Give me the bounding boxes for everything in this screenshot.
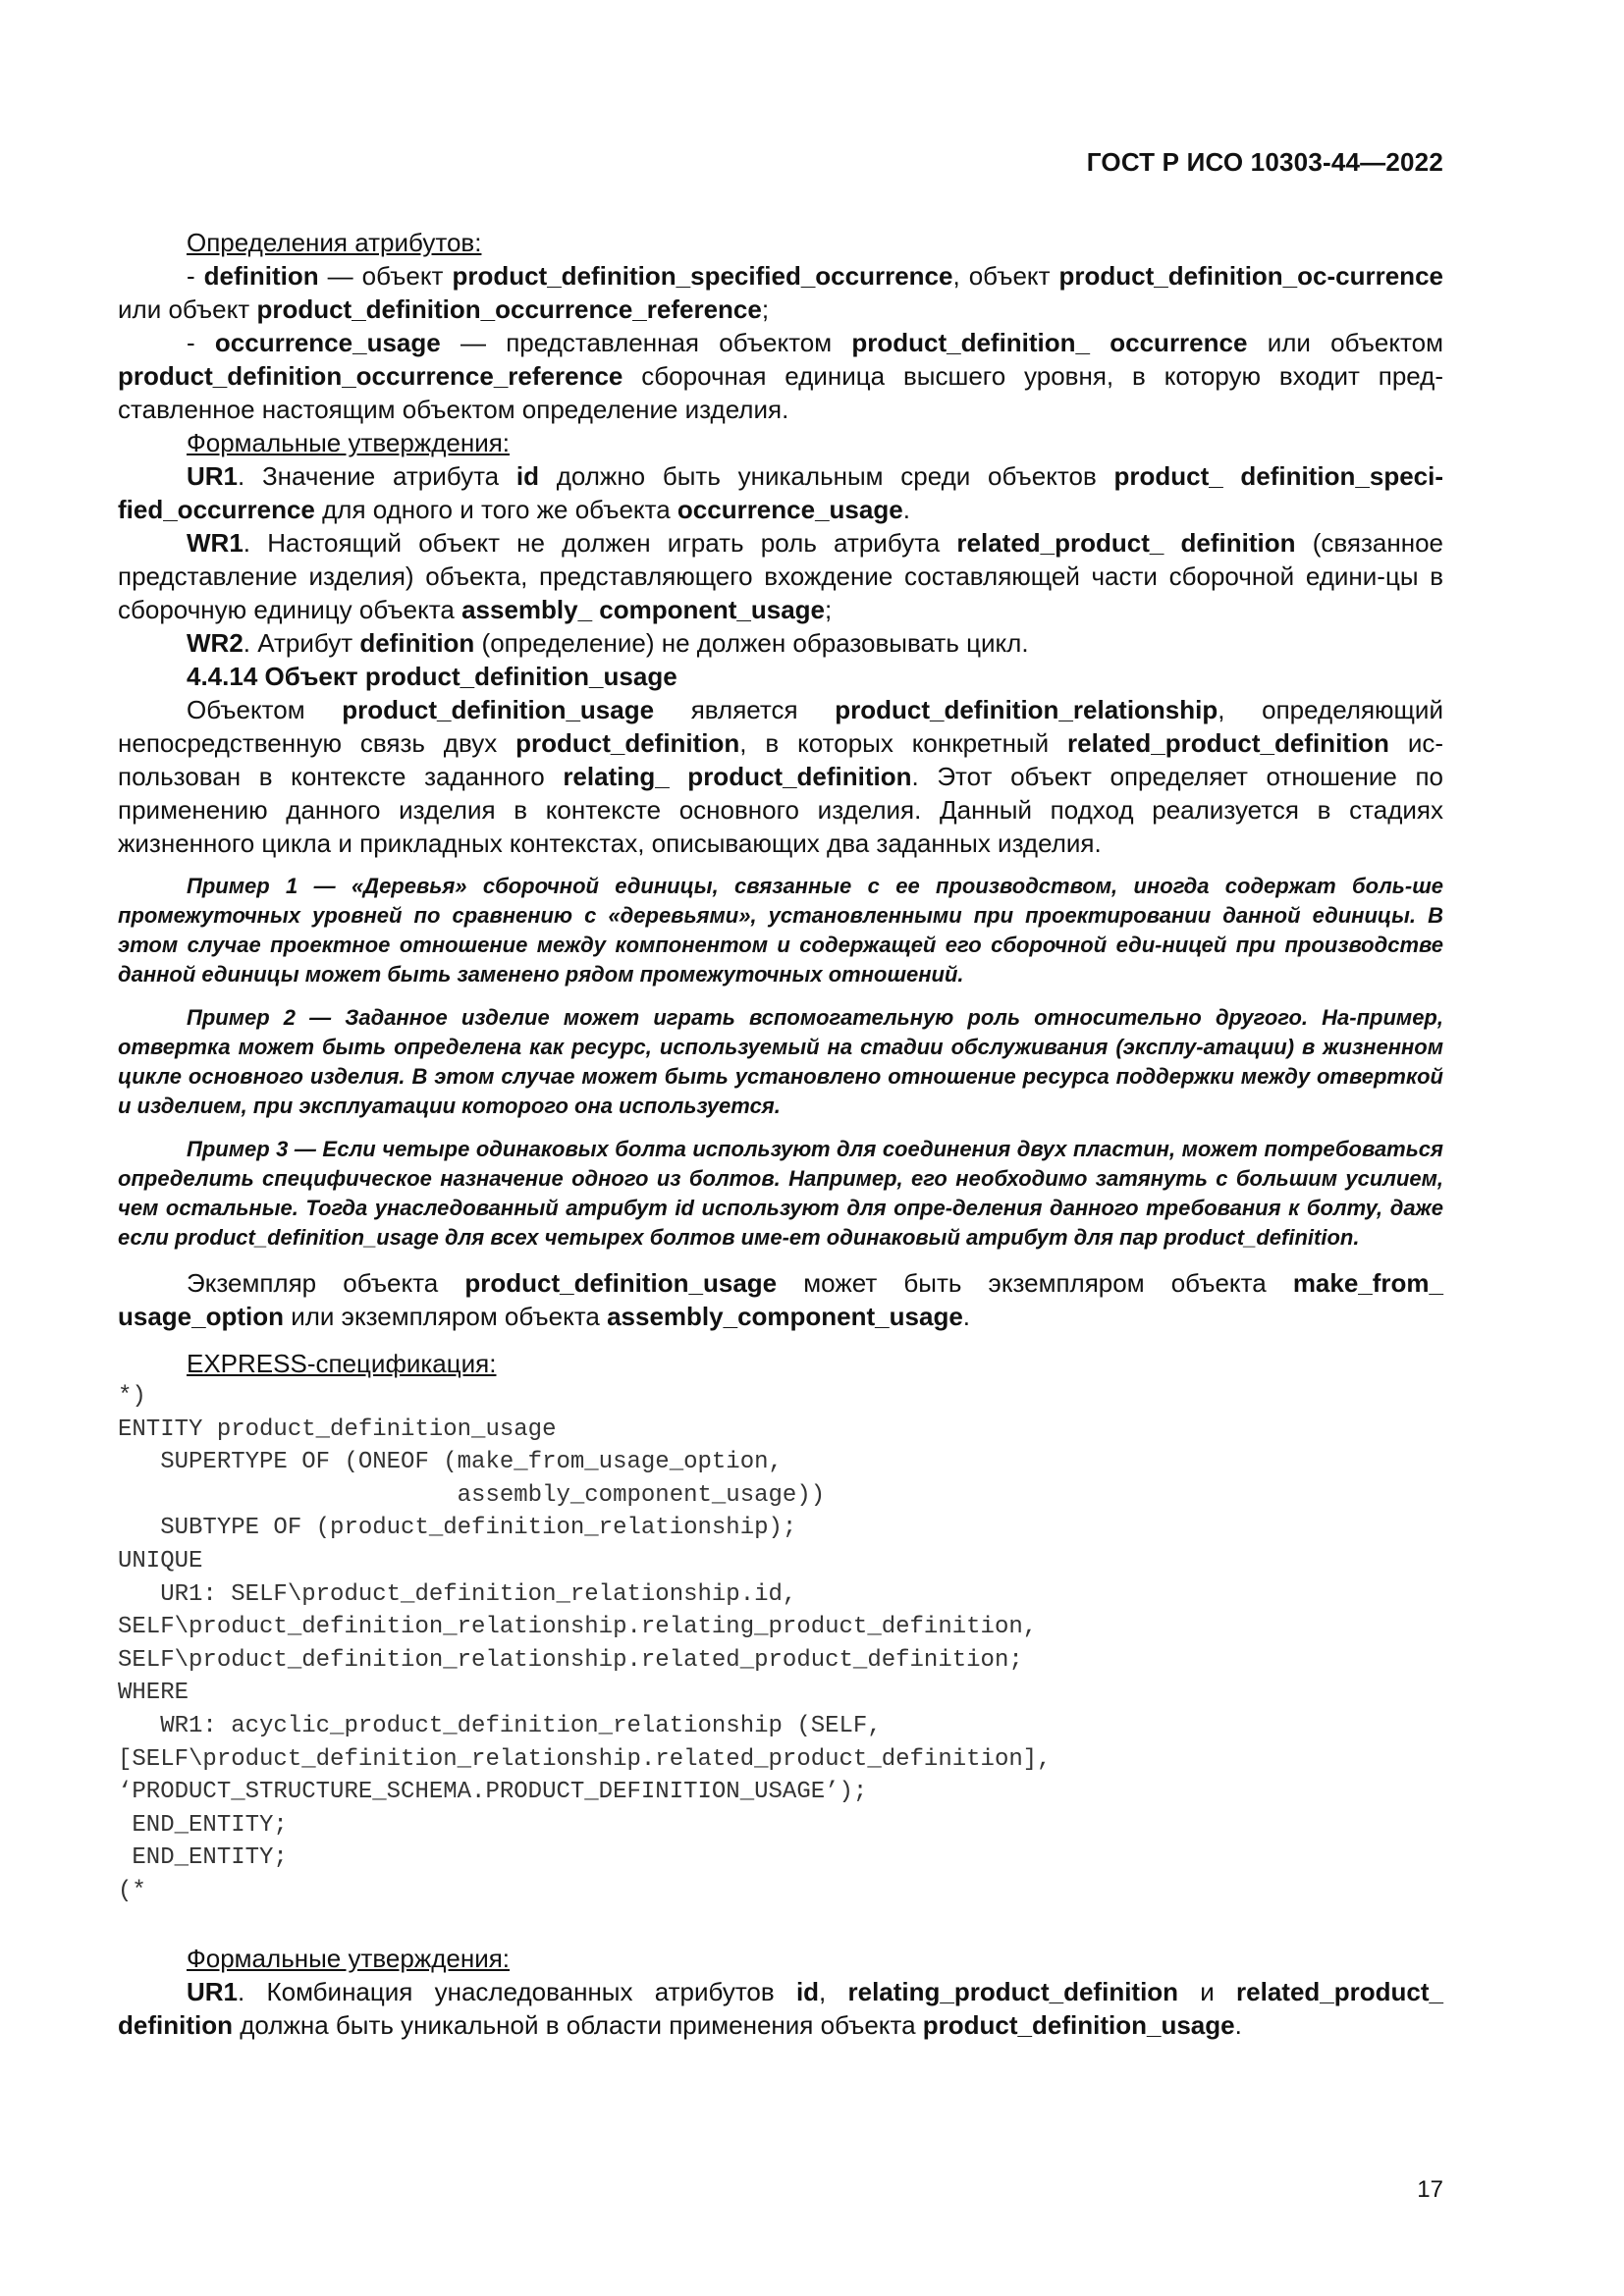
attribute-definitions-heading: Определения атрибутов: <box>187 228 482 257</box>
express-heading: EXPRESS-спецификация: <box>187 1349 497 1378</box>
document-header: ГОСТ Р ИСО 10303-44—2022 <box>1086 147 1443 177</box>
page-body <box>118 226 1443 2042</box>
attribute-definition-item: - definition — объект product_definition_specified_occurrence, объект product_definition_oc-currence или объект product_definition_occurrence_reference; <box>118 261 1443 324</box>
section-heading: 4.4.14 Объект product_definition_usage <box>187 662 677 691</box>
page-number: 17 <box>1417 2176 1443 2203</box>
example-note: Пример 1 — «Деревья» сборочной единицы, связанные с ее производством, иногда содержат боль-ше промежуточных уровней по сравнению с «деревьями», установленными при проектировании данной единицы. В этом случае проектное отношение между компонентом и содержащей его сборочной еди-ницей при производстве данной единицы может быть заменено рядом промежуточных отношений. <box>118 874 1443 987</box>
rule-wr2: WR2. Атрибут definition (определение) не должен образовывать цикл. <box>187 628 1029 658</box>
document-page <box>118 0 1443 2296</box>
rule-ur1: UR1. Значение атрибута id должно быть уникальным среди объектов product_ definition_speci-fied_occurrence для одного и того же объекта occurrence_usage. <box>118 461 1444 524</box>
instance-paragraph: Экземпляр объекта product_definition_usage может быть экземпляром объекта make_from_ usage_option или экземпляром объекта assembly_component_usage. <box>118 1268 1444 1331</box>
express-code-block: *) ENTITY product_definition_usage SUPERTYPE OF (ONEOF (make_from_usage_option, assembly_component_usage)) SUBTYPE OF (product_definition_relationship); UNIQUE UR1: SELF\product_definition_relationship.id, SELF\product_definition_relationship.relating_product_definition, SELF\product_definition_relationship.related_product_definition; WHERE WR1: acyclic_product_definition_relationship (SELF, [SELF\product_definition_relationship.related_product_definition], ‘PRODUCT_STRUCTURE_SCHEMA.PRODUCT_DEFINITION_USAGE’); END_ENTITY; END_ENTITY; (* <box>118 1383 1052 1904</box>
attribute-definition-item: - occurrence_usage — представленная объектом product_definition_ occurrence или объектом product_definition_occurrence_reference сборочная единица высшего уровня, в которую входит пред-ставленное настоящим объектом определение изделия. <box>118 328 1443 424</box>
rule-wr1: WR1. Настоящий объект не должен играть роль атрибута related_product_ definition (связанное представление изделия) объекта, представляющего вхождение составляющей части сборочной едини-цы в сборочную единицу объекта assembly_ component_usage; <box>118 528 1443 624</box>
intro-paragraph: Объектом product_definition_usage является product_definition_relationship, определяющий непосредственную связь двух product_definition, в которых конкретный related_product_definition ис-пользован в контексте заданного relating_ product_definition. Этот объект определяет отношение по применению данного изделия в контексте основного изделия. Данный подход реализуется в стадиях жизненного цикла и прикладных контекстах, описывающих два заданных изделия. <box>118 695 1443 858</box>
rule-ur1-unique: UR1. Комбинация унаследованных атрибутов id, relating_product_definition и related_product_ definition должна быть уникальной в области применения объекта product_definition_usage. <box>118 1976 1443 2040</box>
formal-propositions-heading: Формальные утверждения: <box>187 428 511 457</box>
formal-propositions-heading: Формальные утверждения: <box>187 1943 511 1973</box>
example-note: Пример 3 — Если четыре одинаковых болта используют для соединения двух пластин, может потребоваться определить специфическое назначение одного из болтов. Например, его необходимо затянуть с большим усилием, чем остальные. Тогда унаследованный атрибут id используют для опре-деления данного требования к болту, даже если product_definition_usage для всех четырех болтов име-ет одинаковый атрибут для пар product_definition. <box>118 1137 1443 1250</box>
example-note: Пример 2 — Заданное изделие может играть вспомогательную роль относительно другого. На-пример, отвертка может быть определена как ресурс, используемый на стадии обслуживания (эксплу-атации) в жизненном цикле основного изделия. В этом случае может быть установлено отношение ресурса поддержки между отверткой и изделием, при эксплуатации которого она используется. <box>118 1005 1443 1118</box>
